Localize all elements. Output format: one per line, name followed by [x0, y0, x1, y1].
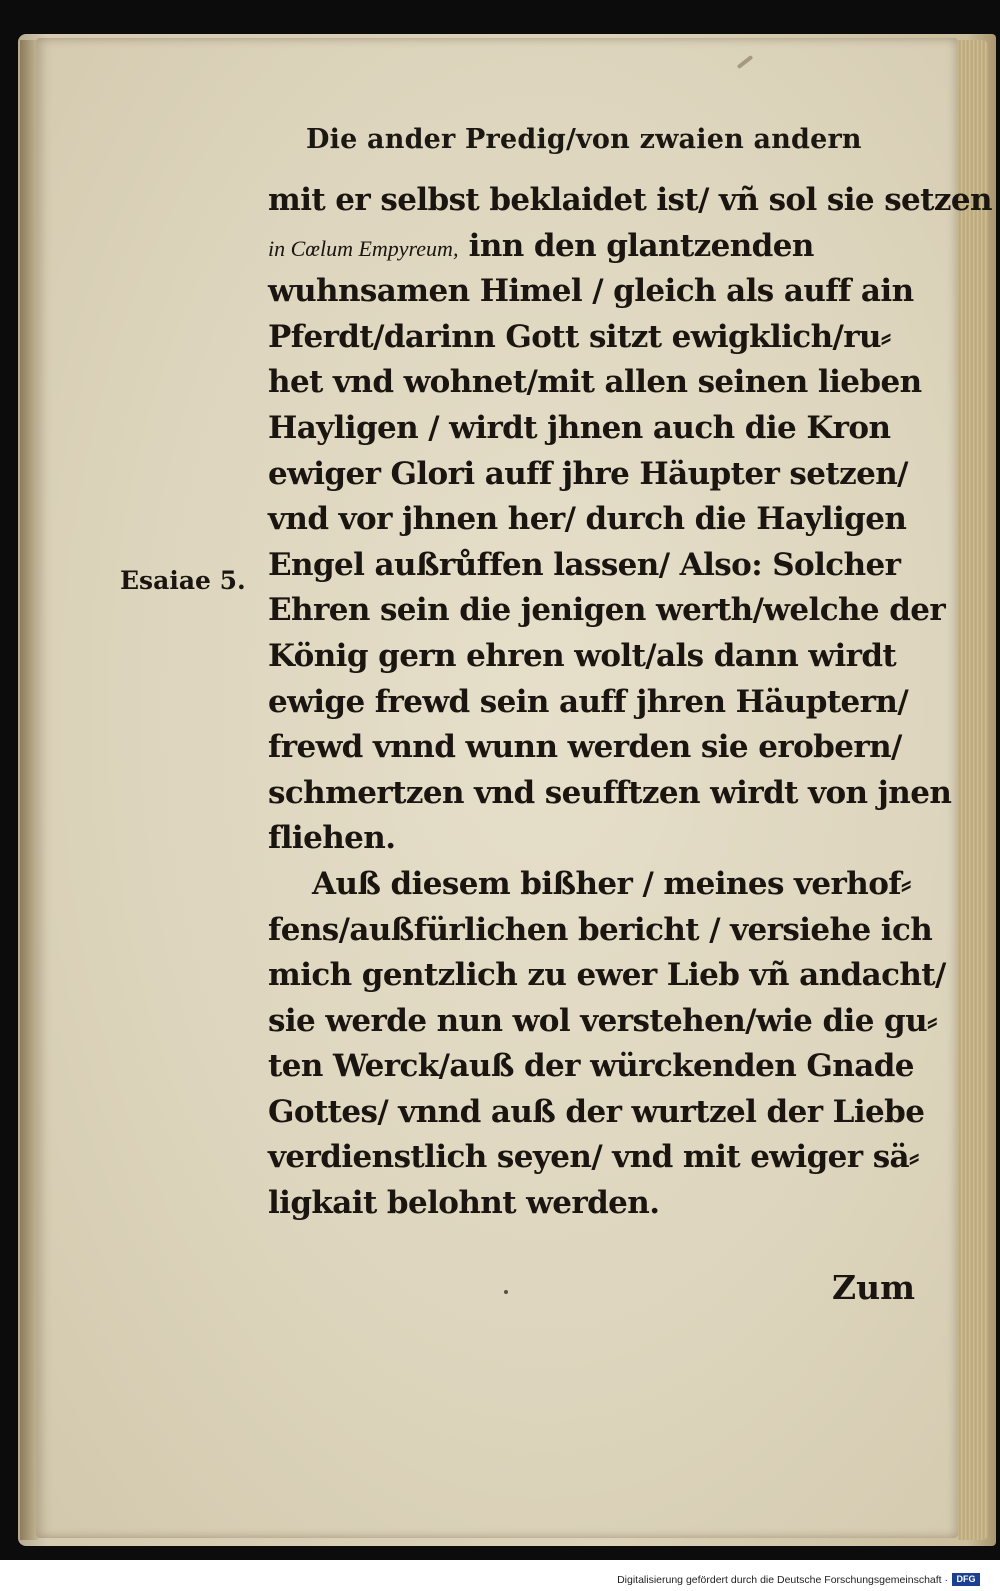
text-line — [268, 315, 918, 361]
text-line — [268, 406, 918, 452]
text-line — [268, 953, 946, 999]
text-line — [268, 1181, 918, 1227]
text-line-content: ten Werck/auß der würckenden Gnade — [268, 1048, 914, 1085]
text-line — [268, 999, 937, 1045]
ink-speck — [504, 1290, 508, 1294]
text-line — [268, 680, 918, 726]
text-line-content: Hayligen / wirdt jhnen auch die Kron — [268, 409, 891, 446]
text-line — [268, 816, 918, 862]
text-line — [268, 725, 918, 771]
text-line-content: König gern ehren wolt/als dann wirdt — [268, 637, 897, 674]
text-line-content: vnd vor jhnen her/ durch die Hayligen — [268, 501, 907, 538]
text-line-content: sie werde nun wol verstehen/wie die gu⸗ — [268, 1002, 937, 1039]
dfg-logo: DFG — [952, 1573, 980, 1586]
text-line — [268, 588, 946, 634]
text-line-content: mit er selbst beklaidet ist/ vñ sol sie setzen — [268, 182, 992, 218]
text-line-content: mich gentzlich zu ewer Lieb vñ andacht/ — [268, 957, 946, 994]
text-line — [268, 1135, 918, 1181]
text-line — [268, 269, 918, 315]
text-line — [268, 360, 922, 406]
text-line-content: verdienstlich seyen/ vnd mit ewiger sä⸗ — [268, 1139, 919, 1176]
text-line — [268, 862, 918, 908]
page-fore-edge — [958, 40, 988, 1540]
latin-phrase: in Cœlum Empyreum, — [268, 235, 459, 261]
marginal-note: Esaiae 5. — [120, 566, 246, 595]
catchword: Zum — [832, 1268, 915, 1307]
text-line-content: ewiger Glori auff jhre Häupter setzen/ — [268, 455, 908, 492]
text-line-content: fliehen. — [268, 820, 396, 857]
running-head: Die ander Predig/von zwaien andern — [306, 124, 862, 155]
text-line-content: Ehren sein die jenigen werth/welche der — [268, 592, 946, 629]
text-line — [268, 634, 918, 680]
text-line-content: ewige frewd sein auff jhren Häuptern/ — [268, 683, 909, 720]
text-line-content: wuhnsamen Himel / gleich als auff ain — [268, 273, 914, 310]
digitization-credit: Digitalisierung gefördert durch die Deutsche Forschungsgemeinschaft · — [617, 1574, 948, 1586]
text-line-content: Pferdt/darinn Gott sitzt ewigklich/ru⸗ — [268, 318, 891, 355]
text-line-content: schmertzen vnd seufftzen wirdt von jnen — [268, 774, 952, 811]
text-line-content: frewd vnnd wunn werden sie erobern/ — [268, 729, 902, 766]
text-line — [268, 1044, 918, 1090]
text-line — [268, 908, 933, 954]
text-line — [268, 543, 918, 589]
text-line — [268, 178, 992, 224]
text-line-content: ligkait belohnt werden. — [268, 1185, 660, 1222]
text-line-content: inn den glantzenden — [458, 227, 814, 264]
text-line-content: fens/außfürlichen bericht / versiehe ich — [268, 911, 933, 948]
text-line-content: Auß diesem bißher / meines verhof⸗ — [312, 865, 911, 902]
text-line — [268, 497, 918, 543]
text-line-content: Gottes/ vnnd auß der wurtzel der Liebe — [268, 1093, 925, 1130]
body-text — [268, 178, 992, 1227]
text-line — [268, 1090, 925, 1136]
text-line-content: Engel außrůffen lassen/ Also: Solcher — [268, 546, 901, 583]
text-line — [268, 224, 918, 270]
text-line-content: het vnd wohnet/mit allen seinen lieben — [268, 364, 922, 401]
text-line — [268, 771, 952, 817]
text-line — [268, 452, 918, 498]
